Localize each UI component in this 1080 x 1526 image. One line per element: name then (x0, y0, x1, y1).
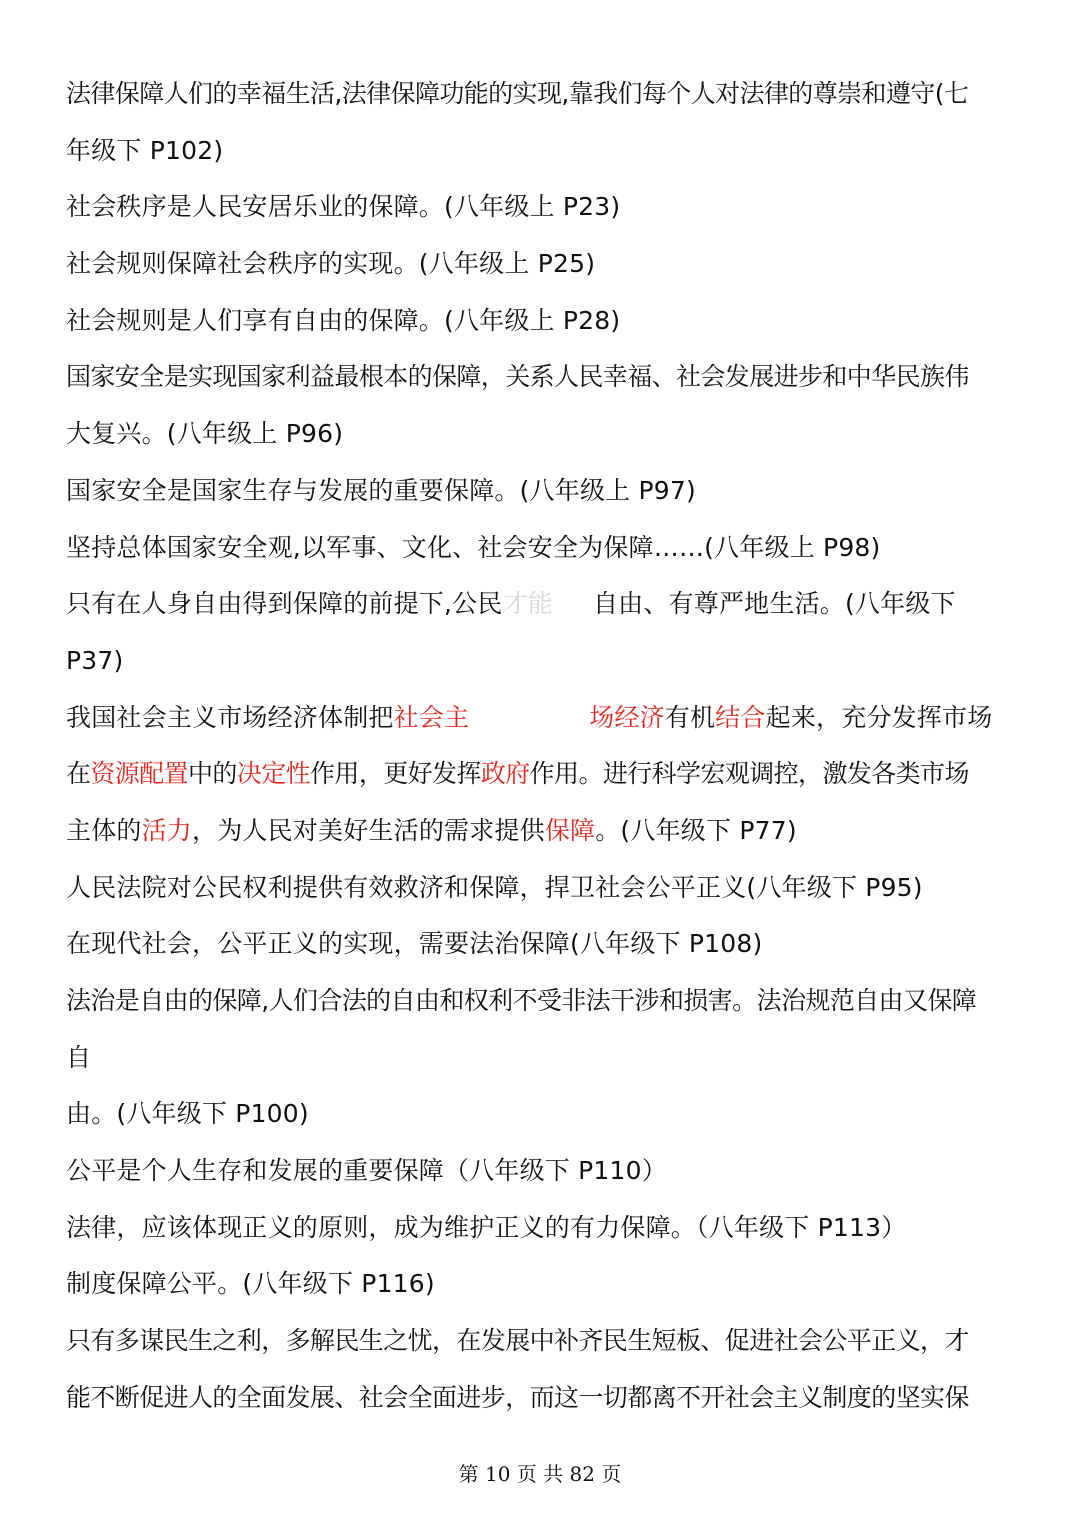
text-line-7: 大复兴。(八年级上 P96) (66, 419, 344, 449)
text-line-3: 社会秩序是人民安居乐业的保障。(八年级上 P23) (66, 192, 621, 222)
line13-highlight-1: 资源配置 (90, 759, 189, 789)
text-line-12 (66, 690, 1022, 747)
text-line-1: 法律保障人们的幸福生活,法律保障功能的实现,靠我们每个人对法律的尊崇和遵守(七 (66, 79, 969, 108)
line12-highlight-2: 场经济 (589, 702, 665, 732)
text-line-20: 公平是个人生存和发展的重要保障（八年级下 P110） (66, 1156, 667, 1186)
line13-highlight-3: 政府 (480, 759, 530, 789)
text-line-15: 人民法院对公民权利提供有效救济和保障，捍卫社会公平正义(八年级下 P95) (66, 872, 923, 902)
text-line-11: P37) (66, 645, 124, 675)
document-body (66, 66, 1022, 1427)
text-line-6: 国家安全是实现国家利益最根本的保障，关系人民幸福、社会发展进步和中华民族伟 (66, 362, 969, 392)
line12-part-c: 起来，充分发挥市场 (765, 702, 993, 732)
line10-faded-text: 才能 (502, 589, 553, 619)
line14-part-a: 主体的 (66, 815, 142, 845)
text-line-4: 社会规则保障社会秩序的实现。(八年级上 P25) (66, 249, 596, 279)
text-line-16: 在现代社会，公平正义的实现，需要法治保障(八年级下 P108) (66, 929, 763, 959)
text-line-17: 法治是自由的保障,人们合法的自由和权利不受非法干涉和损害。法治规范自由又保障 (66, 986, 977, 1015)
line13-part-a: 在 (66, 759, 91, 789)
text-line-8: 国家安全是国家生存与发展的重要保障。(八年级上 P97) (66, 475, 696, 505)
line14-part-c: 。(八年级下 P77) (595, 815, 797, 845)
line10-part-a: 只有在人身自由得到保障的前提下,公民 (66, 589, 503, 619)
line10-part-b: 自由、有尊严地生活。(八年级下 (592, 589, 956, 619)
line14-highlight-1: 活力 (141, 815, 193, 845)
line12-part-a: 我国社会主义市场经济体制把 (66, 702, 394, 732)
text-line-21: 法律，应该体现正义的原则，成为维护正义的有力保障。（八年级下 P113） (66, 1212, 907, 1242)
text-line-14 (66, 803, 1022, 860)
line12-highlight-1: 社会主 (393, 702, 470, 732)
text-line-22: 制度保障公平。(八年级下 P116) (66, 1269, 435, 1299)
text-line-2: 年级下 P102) (66, 135, 224, 165)
line13-highlight-2: 决定性 (236, 759, 311, 789)
page-number-footer: 第 10 页 共 82 页 (458, 1462, 622, 1486)
text-line-5: 社会规则是人们享有自由的保障。(八年级上 P28) (66, 305, 621, 335)
line12-part-b: 有机 (664, 702, 716, 732)
text-line-10 (66, 576, 1022, 633)
line12-highlight-3: 结合 (715, 702, 766, 732)
line14-highlight-2: 保障 (544, 815, 596, 845)
line13-part-c: 作用，更好发挥 (310, 759, 481, 789)
text-line-19: 由。(八年级下 P100) (66, 1099, 309, 1129)
text-line-13 (66, 746, 1022, 803)
text-line-9: 坚持总体国家安全观,以军事、文化、社会安全为保障……(八年级上 P98) (66, 532, 881, 562)
line13-part-b: 中的 (188, 759, 237, 789)
text-line-23: 只有多谋民生之利，多解民生之忧，在发展中补齐民生短板、促进社会公平正义，才 (66, 1326, 969, 1356)
text-line-24: 能不断促进人的全面发展、社会全面进步，而这一切都离不开社会主义制度的坚实保 (66, 1382, 969, 1412)
text-line-18: 自 (66, 1042, 92, 1072)
line13-part-d: 作用。进行科学宏观调控，激发各类市场 (529, 759, 969, 789)
line14-part-b: ，为人民对美好生活的需求提供 (192, 815, 545, 845)
